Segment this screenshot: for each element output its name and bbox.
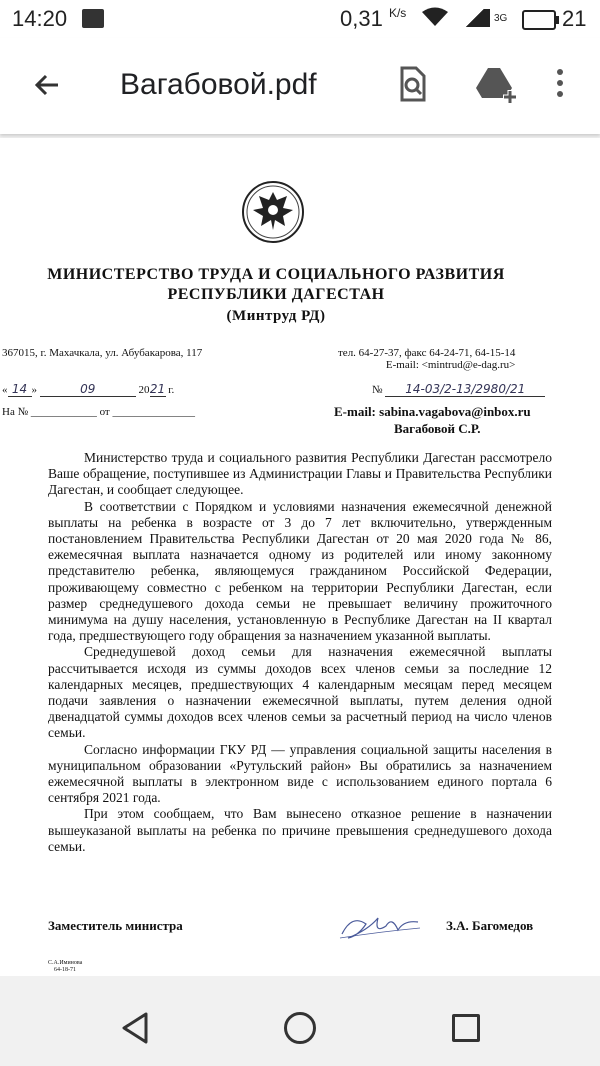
executor-name: С.А.Иминова bbox=[48, 960, 83, 966]
paragraph: В соответствии с Порядком и условиями назначения ежемесячной денежной выплаты на ребенка в возрасте от 3 до 7 лет включительно, утвержденным постановлением Правительства Республики Дагестан от 20 мая 2020 года № 86, ежемесячная выплата назначается одному из родителей или иному законному представителю ребенка, являющемуся гражданином Российской Федерации, проживающему совместно с ребенком на территории Республики Дагестан, если размер среднедушевого дохода семьи не превышает величину прожиточного минимума на душу населения, установленную в Республике Дагестан на II квартал года, предшествующего году обращения за назначением указанной выплаты. bbox=[48, 498, 552, 644]
status-bar bbox=[0, 0, 600, 38]
registration-number bbox=[372, 382, 545, 397]
ministry-short-name: (Минтруд РД) bbox=[226, 308, 326, 324]
network-type: 3G bbox=[494, 13, 508, 24]
reg-number-value: 14-03/2-13/2980/21 bbox=[385, 382, 545, 397]
ministry-contacts bbox=[338, 347, 515, 371]
ministry-name-line2: РЕСПУБЛИКИ ДАГЕСТАН bbox=[167, 286, 385, 303]
date-year: 21 bbox=[149, 382, 166, 396]
signer-name: З.А. Багомедов bbox=[446, 918, 534, 933]
wifi-icon bbox=[420, 6, 450, 34]
nav-back-icon[interactable] bbox=[118, 1010, 154, 1046]
ministry-phones: тел. 64-27-37, факс 64-24-71, 64-15-14 bbox=[338, 347, 516, 359]
ministry-name-line1: МИНИСТЕРСТВО ТРУДА И СОЦИАЛЬНОГО РАЗВИТИЯ bbox=[47, 266, 505, 283]
executor-info bbox=[48, 960, 82, 974]
back-arrow-icon[interactable] bbox=[28, 66, 68, 106]
paragraph: Министерство труда и социального развития Республики Дагестан рассмотрело Ваше обращение, поступившее из Администрации Главы и Правительства Республики Дагестан, и сообщает следующее. bbox=[48, 450, 552, 498]
app-bar bbox=[0, 38, 600, 134]
date-suffix: г. bbox=[168, 384, 175, 396]
date-year-prefix: 20 bbox=[138, 384, 150, 396]
recipient-name: Вагабовой С.Р. bbox=[394, 421, 481, 436]
more-vert-icon[interactable] bbox=[548, 64, 572, 104]
battery-level: 21 bbox=[562, 6, 587, 31]
executor-phone: 64-18-71 bbox=[54, 967, 76, 973]
nav-home-icon[interactable] bbox=[284, 1012, 316, 1044]
find-in-page-icon[interactable] bbox=[392, 64, 432, 104]
date-close-quote: » bbox=[31, 384, 37, 396]
ministry-email: E-mail: <mintrud@e-dag.ru> bbox=[385, 359, 516, 371]
network-speed-value: 0,31 bbox=[340, 6, 383, 31]
network-speed-unit: K/s bbox=[388, 6, 407, 20]
pdf-page bbox=[0, 138, 600, 976]
letter-date bbox=[2, 382, 174, 397]
date-day: 14 bbox=[8, 382, 32, 397]
nav-recents-icon[interactable] bbox=[452, 1014, 480, 1042]
system-nav-bar bbox=[0, 990, 600, 1066]
signer-title: Заместитель министра bbox=[48, 918, 183, 933]
document-title: Вагабовой.pdf bbox=[120, 68, 317, 101]
reference-line: На № ____________ от _______________ bbox=[2, 406, 195, 418]
letter-body bbox=[48, 450, 552, 855]
date-open-quote: « bbox=[2, 384, 8, 396]
reg-prefix: № bbox=[372, 384, 383, 396]
pdf-viewer[interactable] bbox=[0, 138, 600, 976]
ministry-address: 367015, г. Махачкала, ул. Абубакарова, 117 bbox=[2, 347, 203, 359]
status-time: 14:20 bbox=[12, 6, 68, 31]
network-speed bbox=[340, 6, 406, 32]
notification-icon bbox=[82, 9, 104, 28]
battery-icon bbox=[522, 10, 556, 30]
paragraph: При этом сообщаем, что Вам вынесено отказное решение в назначении вышеуказаной выплаты на ребенка по причине превышения среднедушевого дохода семьи. bbox=[48, 806, 552, 854]
handwritten-signature bbox=[338, 908, 422, 944]
paragraph: Среднедушевой доход семьи для назначения ежемесячной выплаты рассчитывается исходя из суммы доходов всех членов семьи за последние 12 календарных месяцев, предшествующих 4 календарным месяцам перед месяцем подачи заявления о назначении ежемесячной выплаты, путем деления одной двенадцатой суммы доходов всех членов семьи за расчетный период на число членов семьи. bbox=[48, 644, 552, 741]
paragraph: Согласно информации ГКУ РД — управления социальной защиты населения в муниципальном образовании «Рутульский район» Вы обратились за назначением ежемесячной выплаты в электронном виде с использованием единого портала 6 сентября 2021 года. bbox=[48, 741, 552, 806]
signal-icon bbox=[460, 9, 490, 27]
drive-add-icon[interactable] bbox=[474, 64, 514, 104]
coat-of-arms-emblem bbox=[241, 180, 305, 244]
date-month: 09 bbox=[40, 382, 136, 397]
recipient-email: E-mail: sabina.vagabova@inbox.ru bbox=[334, 404, 531, 419]
